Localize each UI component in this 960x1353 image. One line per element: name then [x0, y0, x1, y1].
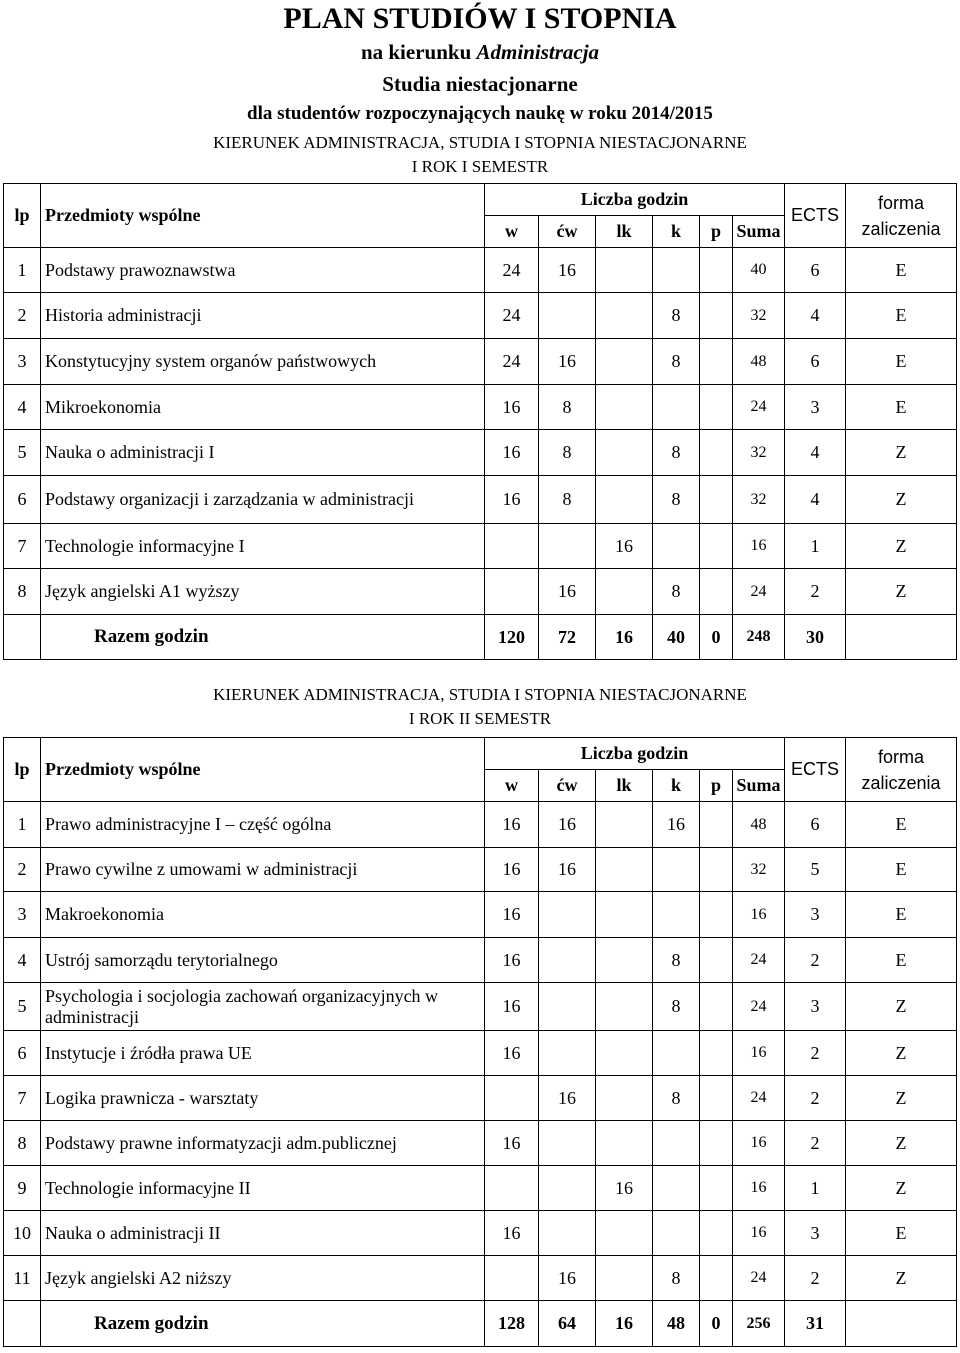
total-k: 48 — [653, 1301, 700, 1347]
row-forma: Z — [846, 983, 957, 1031]
row-subject: Podstawy organizacji i zarządzania w administracji — [41, 476, 485, 524]
header-k: k — [653, 770, 700, 802]
table-row — [4, 1031, 957, 1076]
row-suma: 32 — [733, 430, 785, 476]
table-row — [4, 1076, 957, 1121]
header-hours: Liczba godzin — [485, 738, 785, 770]
row-k: 8 — [653, 1256, 700, 1301]
field-of-study-name: Administracja — [476, 40, 600, 64]
row-subject: Język angielski A1 wyższy — [41, 569, 485, 615]
row-lp: 10 — [4, 1211, 41, 1256]
row-ects: 6 — [785, 339, 846, 385]
row-suma: 32 — [733, 476, 785, 524]
row-suma: 24 — [733, 385, 785, 430]
row-ects: 2 — [785, 1256, 846, 1301]
row-cw: 16 — [539, 339, 596, 385]
row-k — [653, 1031, 700, 1076]
total-w: 128 — [485, 1301, 539, 1347]
row-suma: 16 — [733, 1211, 785, 1256]
row-p — [700, 430, 733, 476]
row-p — [700, 248, 733, 293]
row-w — [485, 1076, 539, 1121]
row-p — [700, 892, 733, 938]
row-cw — [539, 892, 596, 938]
row-subject: Technologie informacyjne II — [41, 1166, 485, 1211]
row-lk — [596, 1211, 653, 1256]
row-ects: 2 — [785, 1076, 846, 1121]
row-forma: Z — [846, 1031, 957, 1076]
row-k: 8 — [653, 983, 700, 1031]
row-w: 24 — [485, 339, 539, 385]
row-cw: 16 — [539, 569, 596, 615]
total-row — [4, 1301, 957, 1347]
total-label: Razem godzin — [41, 1301, 485, 1347]
row-suma: 24 — [733, 1256, 785, 1301]
header-w: w — [485, 216, 539, 248]
row-k — [653, 848, 700, 892]
row-forma: Z — [846, 1166, 957, 1211]
row-k — [653, 385, 700, 430]
row-cw — [539, 293, 596, 339]
row-w: 24 — [485, 293, 539, 339]
row-lp: 2 — [4, 848, 41, 892]
row-w — [485, 1166, 539, 1211]
row-lp: 8 — [4, 1121, 41, 1166]
row-suma: 16 — [733, 524, 785, 569]
header-forma-line2: zaliczenia — [861, 772, 941, 793]
row-lk — [596, 848, 653, 892]
row-lk — [596, 802, 653, 848]
row-lp: 7 — [4, 1076, 41, 1121]
row-subject: Makroekonomia — [41, 892, 485, 938]
total-suma: 256 — [733, 1301, 785, 1347]
row-lk — [596, 1031, 653, 1076]
row-ects: 3 — [785, 1211, 846, 1256]
table-row — [4, 339, 957, 385]
row-subject: Historia administracji — [41, 293, 485, 339]
row-lk — [596, 385, 653, 430]
row-k: 8 — [653, 293, 700, 339]
table-row — [4, 293, 957, 339]
row-forma: Z — [846, 524, 957, 569]
table-header-row — [4, 184, 957, 216]
total-forma — [846, 1301, 957, 1347]
table-row — [4, 569, 957, 615]
row-subject: Psychologia i socjologia zachowań organizacyjnych w administracji — [41, 983, 485, 1031]
header-subjects: Przedmioty wspólne — [41, 738, 485, 802]
total-w: 120 — [485, 615, 539, 660]
total-lk: 16 — [596, 615, 653, 660]
row-ects: 1 — [785, 524, 846, 569]
header-suma: Suma — [733, 216, 785, 248]
row-p — [700, 1256, 733, 1301]
row-lp: 1 — [4, 248, 41, 293]
row-lk — [596, 248, 653, 293]
row-k: 16 — [653, 802, 700, 848]
row-p — [700, 1166, 733, 1211]
semester-subtitle: I ROK I SEMESTR — [411, 157, 549, 176]
row-ects: 2 — [785, 569, 846, 615]
row-w: 24 — [485, 248, 539, 293]
row-p — [700, 476, 733, 524]
row-w: 16 — [485, 1121, 539, 1166]
header-w: w — [485, 770, 539, 802]
row-lp: 9 — [4, 1166, 41, 1211]
header-forma-line1: forma — [878, 192, 925, 213]
row-forma: E — [846, 802, 957, 848]
row-lp: 3 — [4, 892, 41, 938]
semester-title: KIERUNEK ADMINISTRACJA, STUDIA I STOPNIA NIESTACJONARNE — [213, 133, 747, 152]
field-of-study-line — [0, 40, 960, 65]
row-forma: E — [846, 892, 957, 938]
row-lp: 8 — [4, 569, 41, 615]
row-suma: 16 — [733, 1121, 785, 1166]
total-label: Razem godzin — [41, 615, 485, 660]
row-lk — [596, 1121, 653, 1166]
row-forma: Z — [846, 1121, 957, 1166]
row-lp: 5 — [4, 430, 41, 476]
table-row — [4, 430, 957, 476]
table-row — [4, 938, 957, 983]
row-forma: Z — [846, 1076, 957, 1121]
row-lp: 7 — [4, 524, 41, 569]
row-subject: Instytucje i źródła prawa UE — [41, 1031, 485, 1076]
header-ects: ECTS — [785, 184, 846, 248]
header-lp: lp — [4, 184, 41, 248]
table-row — [4, 892, 957, 938]
row-lk: 16 — [596, 1166, 653, 1211]
row-forma: E — [846, 1211, 957, 1256]
row-suma: 40 — [733, 248, 785, 293]
row-lk — [596, 983, 653, 1031]
header-subjects: Przedmioty wspólne — [41, 184, 485, 248]
row-cw — [539, 1031, 596, 1076]
row-k — [653, 1211, 700, 1256]
row-lp: 5 — [4, 983, 41, 1031]
table-row — [4, 248, 957, 293]
row-subject: Technologie informacyjne I — [41, 524, 485, 569]
row-lp: 2 — [4, 293, 41, 339]
row-suma: 24 — [733, 983, 785, 1031]
row-lp: 4 — [4, 385, 41, 430]
header-ects: ECTS — [785, 738, 846, 802]
row-cw: 8 — [539, 430, 596, 476]
row-p — [700, 983, 733, 1031]
header-lp: lp — [4, 738, 41, 802]
row-w: 16 — [485, 430, 539, 476]
row-ects: 5 — [785, 848, 846, 892]
row-forma: E — [846, 938, 957, 983]
row-cw — [539, 1211, 596, 1256]
table-row — [4, 385, 957, 430]
row-p — [700, 848, 733, 892]
row-k — [653, 1121, 700, 1166]
table-row — [4, 1256, 957, 1301]
header-forma-line1: forma — [878, 746, 925, 767]
row-w: 16 — [485, 983, 539, 1031]
row-p — [700, 339, 733, 385]
total-lk: 16 — [596, 1301, 653, 1347]
row-k: 8 — [653, 938, 700, 983]
row-ects: 6 — [785, 248, 846, 293]
row-subject: Logika prawnicza - warsztaty — [41, 1076, 485, 1121]
row-k — [653, 892, 700, 938]
row-w: 16 — [485, 1211, 539, 1256]
row-subject: Prawo cywilne z umowami w administracji — [41, 848, 485, 892]
total-ects: 31 — [785, 1301, 846, 1347]
row-suma: 32 — [733, 848, 785, 892]
total-ects: 30 — [785, 615, 846, 660]
header-forma — [846, 184, 957, 248]
semester-subtitle: I ROK II SEMESTR — [408, 709, 552, 728]
total-k: 40 — [653, 615, 700, 660]
row-k: 8 — [653, 1076, 700, 1121]
row-ects: 1 — [785, 1166, 846, 1211]
row-lp: 3 — [4, 339, 41, 385]
header-hours: Liczba godzin — [485, 184, 785, 216]
row-suma: 16 — [733, 1031, 785, 1076]
header-forma — [846, 738, 957, 802]
row-lp: 4 — [4, 938, 41, 983]
total-p: 0 — [700, 1301, 733, 1347]
row-p — [700, 524, 733, 569]
header-cw: ćw — [539, 216, 596, 248]
row-cw: 8 — [539, 385, 596, 430]
row-k: 8 — [653, 476, 700, 524]
table-row — [4, 1166, 957, 1211]
row-w: 16 — [485, 892, 539, 938]
row-subject: Podstawy prawoznawstwa — [41, 248, 485, 293]
row-ects: 4 — [785, 476, 846, 524]
total-row — [4, 615, 957, 660]
row-forma: E — [846, 248, 957, 293]
row-subject: Prawo administracyjne I – część ogólna — [41, 802, 485, 848]
row-lk — [596, 339, 653, 385]
plan-title: PLAN STUDIÓW I STOPNIA — [283, 2, 677, 35]
total-suma: 248 — [733, 615, 785, 660]
row-cw — [539, 938, 596, 983]
row-p — [700, 1121, 733, 1166]
row-k: 8 — [653, 569, 700, 615]
row-cw: 16 — [539, 1076, 596, 1121]
total-lp — [4, 1301, 41, 1347]
header-k: k — [653, 216, 700, 248]
row-cw — [539, 1166, 596, 1211]
row-cw — [539, 983, 596, 1031]
row-cw — [539, 1121, 596, 1166]
row-cw: 8 — [539, 476, 596, 524]
row-ects: 6 — [785, 802, 846, 848]
row-w: 16 — [485, 802, 539, 848]
row-lp: 11 — [4, 1256, 41, 1301]
row-subject: Konstytucyjny system organów państwowych — [41, 339, 485, 385]
row-p — [700, 938, 733, 983]
row-subject: Podstawy prawne informatyzacji adm.publicznej — [41, 1121, 485, 1166]
row-lk — [596, 476, 653, 524]
table-row — [4, 1211, 957, 1256]
row-cw: 16 — [539, 1256, 596, 1301]
row-suma: 48 — [733, 802, 785, 848]
academic-year-line: dla studentów rozpoczynających naukę w roku 2014/2015 — [247, 103, 713, 124]
row-lk — [596, 430, 653, 476]
row-w: 16 — [485, 1031, 539, 1076]
header-forma-line2: zaliczenia — [861, 218, 941, 239]
row-w: 16 — [485, 385, 539, 430]
semester-table — [3, 183, 957, 660]
row-k — [653, 1166, 700, 1211]
table-row — [4, 802, 957, 848]
row-p — [700, 1211, 733, 1256]
row-suma: 24 — [733, 569, 785, 615]
table-row — [4, 524, 957, 569]
total-cw: 64 — [539, 1301, 596, 1347]
row-p — [700, 293, 733, 339]
row-forma: Z — [846, 430, 957, 476]
total-cw: 72 — [539, 615, 596, 660]
row-w — [485, 524, 539, 569]
row-lk — [596, 892, 653, 938]
row-forma: Z — [846, 476, 957, 524]
total-p: 0 — [700, 615, 733, 660]
row-subject: Nauka o administracji II — [41, 1211, 485, 1256]
field-of-study-prefix: na kierunku — [360, 40, 477, 64]
row-w — [485, 1256, 539, 1301]
row-forma: E — [846, 293, 957, 339]
row-lk — [596, 569, 653, 615]
row-subject: Język angielski A2 niższy — [41, 1256, 485, 1301]
row-w — [485, 569, 539, 615]
row-cw: 16 — [539, 802, 596, 848]
row-p — [700, 385, 733, 430]
row-lk — [596, 293, 653, 339]
row-subject: Ustrój samorządu terytorialnego — [41, 938, 485, 983]
table-row — [4, 1121, 957, 1166]
header-p: p — [700, 770, 733, 802]
row-cw: 16 — [539, 248, 596, 293]
row-forma: Z — [846, 569, 957, 615]
row-k: 8 — [653, 430, 700, 476]
row-lk — [596, 1256, 653, 1301]
row-cw: 16 — [539, 848, 596, 892]
row-p — [700, 569, 733, 615]
row-subject: Nauka o administracji I — [41, 430, 485, 476]
row-lp: 6 — [4, 476, 41, 524]
row-forma: E — [846, 848, 957, 892]
row-k — [653, 248, 700, 293]
row-cw — [539, 524, 596, 569]
row-lp: 6 — [4, 1031, 41, 1076]
row-ects: 2 — [785, 938, 846, 983]
row-p — [700, 802, 733, 848]
row-ects: 4 — [785, 430, 846, 476]
header-p: p — [700, 216, 733, 248]
row-suma: 32 — [733, 293, 785, 339]
semester-title: KIERUNEK ADMINISTRACJA, STUDIA I STOPNIA NIESTACJONARNE — [213, 685, 747, 704]
header-suma: Suma — [733, 770, 785, 802]
row-lp: 1 — [4, 802, 41, 848]
semester-table — [3, 737, 957, 1347]
row-k — [653, 524, 700, 569]
row-ects: 2 — [785, 1121, 846, 1166]
row-forma: E — [846, 339, 957, 385]
row-suma: 16 — [733, 892, 785, 938]
study-mode-line: Studia niestacjonarne — [382, 72, 578, 96]
row-lk: 16 — [596, 524, 653, 569]
row-ects: 2 — [785, 1031, 846, 1076]
header-cw: ćw — [539, 770, 596, 802]
row-lk — [596, 1076, 653, 1121]
header-lk: lk — [596, 770, 653, 802]
row-w: 16 — [485, 938, 539, 983]
row-suma: 24 — [733, 938, 785, 983]
table-row — [4, 848, 957, 892]
row-suma: 24 — [733, 1076, 785, 1121]
row-suma: 16 — [733, 1166, 785, 1211]
total-lp — [4, 615, 41, 660]
table-row — [4, 476, 957, 524]
row-ects: 4 — [785, 293, 846, 339]
header-lk: lk — [596, 216, 653, 248]
total-forma — [846, 615, 957, 660]
row-k: 8 — [653, 339, 700, 385]
row-lk — [596, 938, 653, 983]
row-suma: 48 — [733, 339, 785, 385]
row-forma: E — [846, 385, 957, 430]
row-p — [700, 1031, 733, 1076]
row-forma: Z — [846, 1256, 957, 1301]
row-subject: Mikroekonomia — [41, 385, 485, 430]
row-ects: 3 — [785, 983, 846, 1031]
row-p — [700, 1076, 733, 1121]
row-ects: 3 — [785, 385, 846, 430]
row-w: 16 — [485, 848, 539, 892]
row-w: 16 — [485, 476, 539, 524]
row-ects: 3 — [785, 892, 846, 938]
table-header-row — [4, 738, 957, 770]
table-row — [4, 983, 957, 1031]
